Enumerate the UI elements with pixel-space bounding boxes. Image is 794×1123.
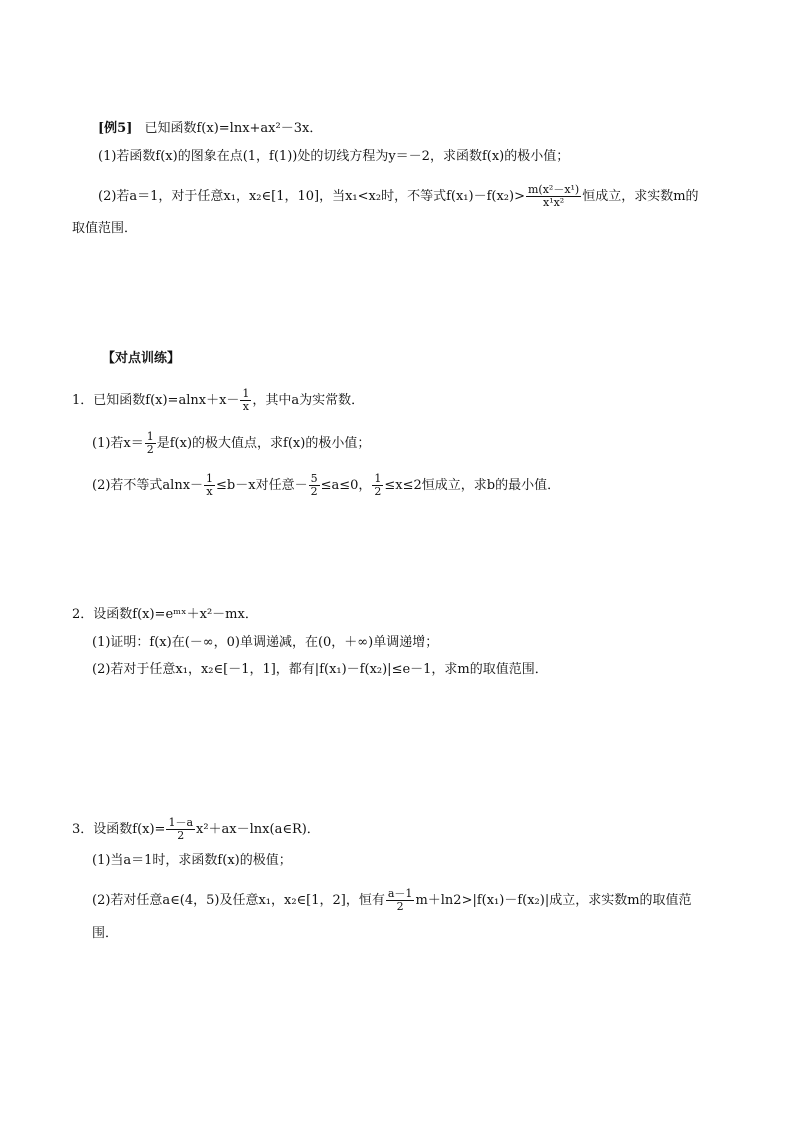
- q3-part2-continuation: 围．: [92, 926, 119, 941]
- q1-part2-text-b: ≤b－x对任意－: [216, 478, 308, 493]
- q1-stem-text-b: ，其中a为实常数．: [252, 393, 365, 408]
- fraction-denominator: 2: [310, 485, 318, 498]
- fraction-denominator: 2: [374, 485, 382, 498]
- fraction-numerator: 1: [146, 430, 154, 443]
- fraction-numerator: 1－a: [168, 816, 194, 829]
- q3-stem-text-a: 3．设函数f(x)=: [72, 822, 166, 837]
- q1-part2-text-d: ≤x≤2恒成立，求b的最小值．: [384, 478, 561, 493]
- q3-stem-line: [72, 817, 320, 842]
- example5-part2-text-a: (2)若a＝1，对于任意x₁，x₂∈[1，10]，当x₁<x₂时，不等式f(x₁)－f(x₂)>: [98, 189, 525, 204]
- q1-part2-text-c: ≤a≤0，: [320, 478, 372, 493]
- fraction-denominator: 2: [177, 829, 185, 842]
- fraction-numerator: 5: [310, 472, 318, 485]
- fraction-numerator: 1: [242, 387, 250, 400]
- fraction-denominator: x: [206, 485, 213, 498]
- example5-stem: 已知函数f(x)=lnx+ax²－3x．: [144, 121, 323, 136]
- q3-part2-text-b: m＋ln2>|f(x₁)－f(x₂)|成立，求实数m的取值范: [415, 893, 692, 908]
- q3-stem-text-b: x²＋ax－lnx(a∈R)．: [196, 822, 320, 837]
- q3-part2-fraction: [386, 888, 415, 913]
- q1-part1-line: [92, 431, 370, 456]
- example5-part2-continuation: 取值范围．: [72, 221, 138, 236]
- q1-part2-line: [92, 473, 560, 498]
- fraction-denominator: 2: [146, 443, 154, 456]
- q1-part1-text-b: 是f(x)的极大值点，求f(x)的极小值；: [156, 436, 371, 451]
- fraction-numerator: m(x²－x¹): [527, 183, 580, 196]
- q1-part1-fraction: [145, 431, 156, 456]
- q1-part2-fraction-1: [204, 473, 215, 498]
- q1-stem-text-a: 1．已知函数f(x)=alnx＋x－: [72, 393, 240, 408]
- example5-stem-line: [98, 120, 322, 138]
- q1-part2-fraction-2: [309, 473, 320, 498]
- fraction-numerator: 1: [374, 472, 382, 485]
- q1-part2-fraction-3: [372, 473, 383, 498]
- example5-part1: (1)若函数f(x)的图象在点(1，f(1))处的切线方程为y＝－2，求函数f(x)的极小值；: [98, 149, 570, 164]
- q3-part1: (1)当a＝1时，求函数f(x)的极值；: [92, 853, 292, 868]
- q3-part2-line: [92, 888, 692, 913]
- q2-part1: (1)证明：f(x)在(－∞，0)单调递减，在(0，＋∞)单调递增；: [92, 635, 439, 650]
- fraction-denominator: x: [242, 400, 250, 413]
- example5-part2-line: [98, 184, 699, 209]
- fraction-denominator: x¹x²: [542, 196, 565, 209]
- example5-part2-fraction: [526, 184, 581, 209]
- example5-label: [例5]: [98, 121, 133, 136]
- fraction-denominator: 2: [396, 900, 404, 913]
- q2-part2: (2)若对于任意x₁，x₂∈[－1，1]，都有|f(x₁)－f(x₂)|≤e－1，求m的取值范围．: [92, 662, 548, 677]
- q1-part2-text-a: (2)若不等式alnx－: [92, 478, 204, 493]
- fraction-numerator: 1: [206, 472, 214, 485]
- q1-stem-fraction: [240, 388, 251, 413]
- example5-part2-text-b: 恒成立，求实数m的: [582, 189, 699, 204]
- practice-title: 【对点训练】: [102, 351, 181, 366]
- q1-stem-line: [72, 388, 364, 413]
- q3-stem-fraction: [166, 817, 195, 842]
- q2-stem: 2．设函数f(x)=eᵐˣ＋x²－mx．: [72, 607, 258, 622]
- q1-part1-text-a: (1)若x＝: [92, 436, 144, 451]
- fraction-numerator: a－1: [387, 887, 413, 900]
- q3-part2-text-a: (2)若对任意a∈(4，5)及任意x₁，x₂∈[1，2]，恒有: [92, 893, 385, 908]
